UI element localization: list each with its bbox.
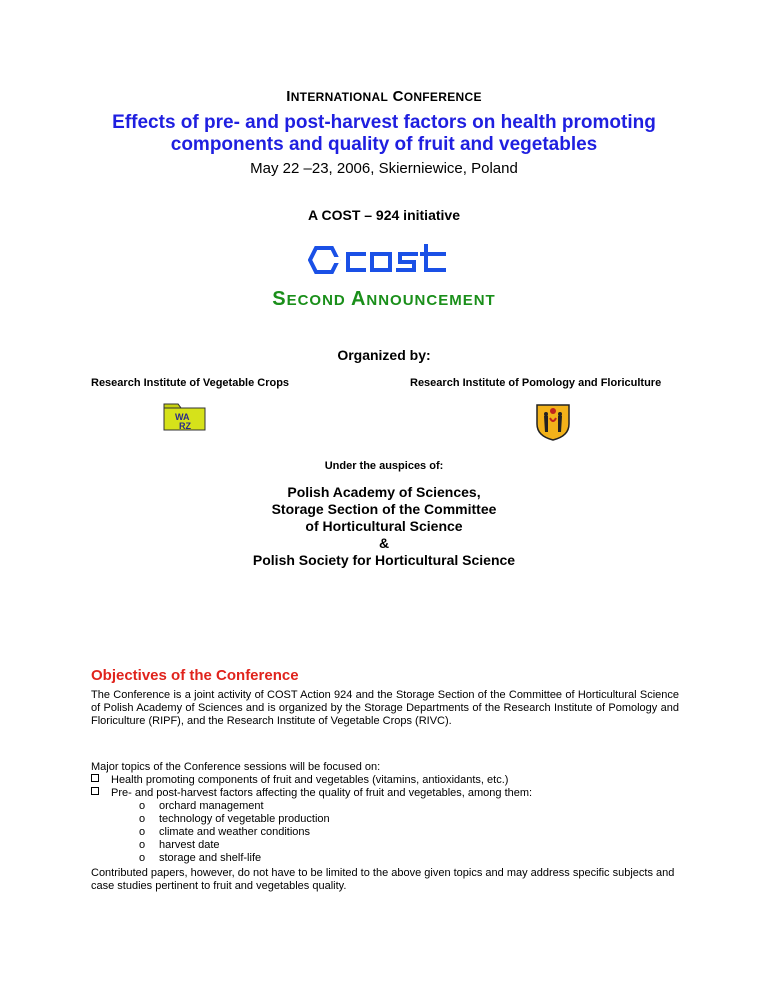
subtopic-item: o climate and weather conditions (139, 826, 311, 838)
circle-bullet-icon: o (139, 800, 146, 812)
ripf-logo (534, 402, 572, 442)
sponsor-line: Storage Section of the Committee (271, 501, 497, 517)
sponsor-line: Polish Society for Horticultural Science (252, 552, 516, 568)
rivc-logo-text-bottom: RZ (179, 421, 191, 431)
topic-item: Pre- and post-harvest factors affecting the quality of fruit and vegetables, among them: (91, 787, 532, 800)
sponsors-block (0, 484, 768, 569)
circle-bullet-icon: o (139, 839, 146, 851)
cost-logo (308, 244, 452, 276)
topics-intro: Major topics of the Conference sessions will be focused on: (91, 761, 381, 773)
circle-bullet-icon: o (139, 852, 146, 864)
sponsor-line: & (378, 535, 390, 551)
objectives-heading: Objectives of the Conference (91, 667, 299, 684)
institute-vegetable-crops: Research Institute of Vegetable Crops (91, 377, 290, 389)
conference-title (0, 112, 768, 156)
sponsor-line: Polish Academy of Sciences, (287, 484, 481, 500)
subtopic-item: o harvest date (139, 839, 220, 851)
checkbox-bullet-icon (91, 774, 99, 782)
second-announcement: SECOND ANNOUNCEMENT (272, 288, 496, 310)
auspices-label: Under the auspices of: (324, 460, 444, 472)
organized-by-label: Organized by: (337, 347, 431, 363)
subtopic-item: o orchard management (139, 800, 264, 812)
rivc-logo (162, 400, 207, 432)
checkbox-bullet-icon (91, 787, 99, 795)
title-line-1: Effects of pre- and post-harvest factors on health promoting (112, 112, 656, 133)
circle-bullet-icon: o (139, 813, 146, 825)
circle-bullet-icon: o (139, 826, 146, 838)
title-line-2: components and quality of fruit and vegetables (170, 134, 598, 155)
closing-paragraph: Contributed papers, however, do not have to be limited to the above given topics and may address specific subjects and case studies pertinent to fruit and vegetables quality. (91, 867, 675, 892)
topic-item: Health promoting components of fruit and vegetables (vitamins, antioxidants, etc.) (91, 774, 508, 787)
subtopic-item: o storage and shelf-life (139, 852, 262, 864)
conference-heading: INTERNATIONAL CONFERENCE (286, 88, 482, 105)
rivc-logo-text-top: WA (175, 412, 190, 422)
conference-dates: May 22 –23, 2006, Skierniewice, Poland (250, 160, 518, 177)
initiative-line: A COST – 924 initiative (308, 207, 460, 223)
objectives-paragraph: The Conference is a joint activity of COST Action 924 and the Storage Section of the Committee of Horticultural Science of Polish Academy of Sciences and is organized by the Storage Departments of the Research Institute of Pomology and Floriculture (RIPF), and the Research Institute of Vegetable Crops (RIVC). (91, 689, 679, 727)
sponsor-line: of Horticultural Science (305, 518, 463, 534)
subtopic-item: o technology of vegetable production (139, 813, 330, 825)
institute-pomology-floriculture: Research Institute of Pomology and Floriculture (410, 377, 662, 389)
